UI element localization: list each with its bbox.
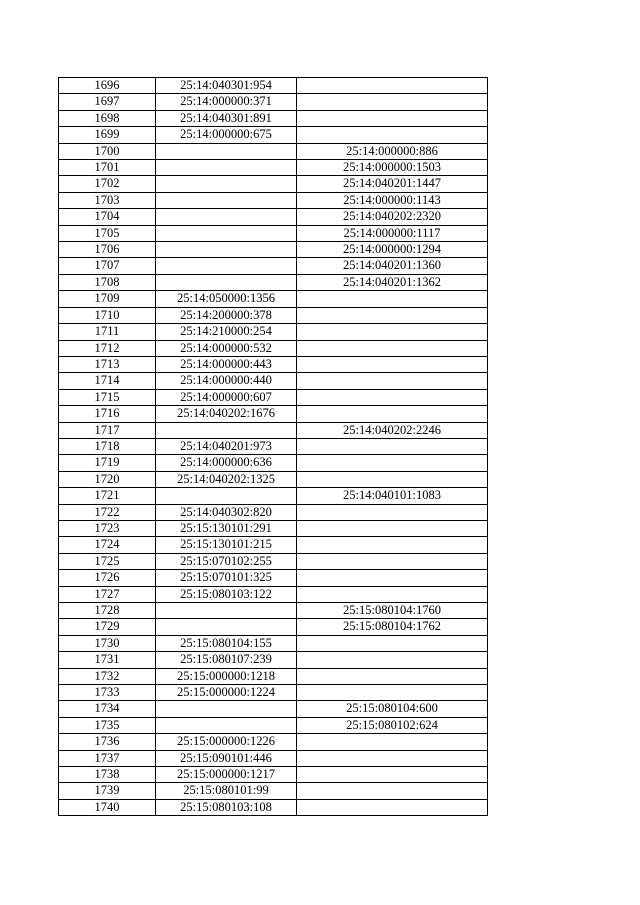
row-number-cell: 1718 [59, 438, 156, 454]
table-row [59, 307, 488, 323]
cadastral-number-cell-b [297, 570, 488, 586]
table-row [59, 504, 488, 520]
row-number-cell: 1729 [59, 619, 156, 635]
cadastral-number-cell-a: 25:14:000000:443 [156, 356, 297, 372]
cadastral-number-cell-b [297, 553, 488, 569]
table-row [59, 143, 488, 159]
cadastral-number-cell-a: 25:15:000000:1217 [156, 767, 297, 783]
cadastral-number-cell-a: 25:14:040302:820 [156, 504, 297, 520]
row-number-cell: 1714 [59, 373, 156, 389]
table-row [59, 340, 488, 356]
cadastral-number-cell-a: 25:14:000000:440 [156, 373, 297, 389]
cadastral-number-cell-b [297, 537, 488, 553]
cadastral-number-cell-b: 25:14:000000:1117 [297, 225, 488, 241]
table-row [59, 176, 488, 192]
cadastral-number-cell-b [297, 520, 488, 536]
row-number-cell: 1725 [59, 553, 156, 569]
cadastral-number-cell-b [297, 471, 488, 487]
cadastral-number-cell-a [156, 242, 297, 258]
table-row [59, 471, 488, 487]
table-row [59, 406, 488, 422]
cadastral-number-cell-a: 25:14:000000:371 [156, 94, 297, 110]
cadastral-number-cell-b: 25:15:080102:624 [297, 717, 488, 733]
table-row [59, 668, 488, 684]
cadastral-number-cell-b [297, 406, 488, 422]
table-row [59, 701, 488, 717]
cadastral-number-cell-a [156, 619, 297, 635]
cadastral-number-cell-b [297, 734, 488, 750]
cadastral-number-cell-b: 25:14:040101:1083 [297, 488, 488, 504]
cadastral-number-cell-a: 25:15:090101:446 [156, 750, 297, 766]
row-number-cell: 1731 [59, 652, 156, 668]
table-row [59, 717, 488, 733]
row-number-cell: 1696 [59, 78, 156, 94]
row-number-cell: 1740 [59, 799, 156, 815]
row-number-cell: 1721 [59, 488, 156, 504]
cadastral-number-cell-b: 25:14:000000:1143 [297, 192, 488, 208]
row-number-cell: 1736 [59, 734, 156, 750]
table-row [59, 389, 488, 405]
cadastral-number-cell-b [297, 356, 488, 372]
cadastral-number-cell-a: 25:14:000000:607 [156, 389, 297, 405]
cadastral-number-cell-b [297, 799, 488, 815]
cadastral-number-cell-b [297, 767, 488, 783]
table-row [59, 127, 488, 143]
cadastral-number-cell-b [297, 340, 488, 356]
cadastral-number-cell-a [156, 160, 297, 176]
table-row [59, 78, 488, 94]
row-number-cell: 1710 [59, 307, 156, 323]
cadastral-number-cell-a: 25:14:200000:378 [156, 307, 297, 323]
row-number-cell: 1707 [59, 258, 156, 274]
cadastral-number-cell-b [297, 668, 488, 684]
cadastral-number-cell-a [156, 258, 297, 274]
row-number-cell: 1706 [59, 242, 156, 258]
cadastral-number-cell-a [156, 603, 297, 619]
cadastral-number-cell-a [156, 701, 297, 717]
row-number-cell: 1739 [59, 783, 156, 799]
cadastral-number-cell-a [156, 143, 297, 159]
table-row [59, 192, 488, 208]
table-row [59, 110, 488, 126]
table-row [59, 324, 488, 340]
cadastral-number-cell-b [297, 324, 488, 340]
table-row [59, 160, 488, 176]
cadastral-number-table [58, 77, 488, 816]
cadastral-number-cell-b [297, 635, 488, 651]
cadastral-number-cell-a: 25:14:040202:1676 [156, 406, 297, 422]
cadastral-number-cell-b [297, 652, 488, 668]
row-number-cell: 1730 [59, 635, 156, 651]
row-number-cell: 1708 [59, 274, 156, 290]
row-number-cell: 1728 [59, 603, 156, 619]
cadastral-number-cell-b: 25:14:040202:2246 [297, 422, 488, 438]
cadastral-number-cell-b [297, 291, 488, 307]
cadastral-number-cell-a: 25:14:050000:1356 [156, 291, 297, 307]
table-row [59, 225, 488, 241]
row-number-cell: 1700 [59, 143, 156, 159]
row-number-cell: 1738 [59, 767, 156, 783]
table-row [59, 603, 488, 619]
row-number-cell: 1720 [59, 471, 156, 487]
cadastral-number-cell-a: 25:15:080103:122 [156, 586, 297, 602]
cadastral-number-cell-b: 25:15:080104:1762 [297, 619, 488, 635]
cadastral-number-cell-a [156, 192, 297, 208]
cadastral-number-cell-a: 25:14:000000:636 [156, 455, 297, 471]
cadastral-number-cell-a: 25:15:070102:255 [156, 553, 297, 569]
row-number-cell: 1697 [59, 94, 156, 110]
cadastral-number-cell-b [297, 307, 488, 323]
table-row [59, 455, 488, 471]
cadastral-number-cell-a [156, 488, 297, 504]
table-row [59, 373, 488, 389]
cadastral-number-cell-b [297, 373, 488, 389]
row-number-cell: 1705 [59, 225, 156, 241]
cadastral-number-cell-b [297, 438, 488, 454]
cadastral-number-cell-b: 25:14:000000:886 [297, 143, 488, 159]
table-body [59, 78, 488, 816]
row-number-cell: 1716 [59, 406, 156, 422]
cadastral-number-cell-a [156, 274, 297, 290]
table-row [59, 422, 488, 438]
table-row [59, 799, 488, 815]
cadastral-number-cell-a: 25:15:080103:108 [156, 799, 297, 815]
cadastral-number-cell-b: 25:14:000000:1294 [297, 242, 488, 258]
cadastral-number-cell-b: 25:14:040201:1360 [297, 258, 488, 274]
cadastral-number-cell-a: 25:15:080104:155 [156, 635, 297, 651]
table-row [59, 767, 488, 783]
cadastral-number-cell-b [297, 110, 488, 126]
table-row [59, 94, 488, 110]
table-row [59, 783, 488, 799]
table-row [59, 750, 488, 766]
cadastral-number-cell-a: 25:15:130101:215 [156, 537, 297, 553]
row-number-cell: 1698 [59, 110, 156, 126]
row-number-cell: 1703 [59, 192, 156, 208]
table-row [59, 242, 488, 258]
cadastral-number-cell-b [297, 750, 488, 766]
cadastral-number-cell-b [297, 504, 488, 520]
cadastral-number-cell-b: 25:14:040202:2320 [297, 209, 488, 225]
row-number-cell: 1726 [59, 570, 156, 586]
cadastral-number-cell-b [297, 455, 488, 471]
cadastral-number-cell-a: 25:15:070101:325 [156, 570, 297, 586]
cadastral-number-cell-b [297, 78, 488, 94]
row-number-cell: 1734 [59, 701, 156, 717]
table-row [59, 274, 488, 290]
row-number-cell: 1733 [59, 685, 156, 701]
cadastral-number-cell-a: 25:14:040202:1325 [156, 471, 297, 487]
cadastral-number-cell-a: 25:14:040301:891 [156, 110, 297, 126]
row-number-cell: 1712 [59, 340, 156, 356]
row-number-cell: 1732 [59, 668, 156, 684]
table-row [59, 635, 488, 651]
row-number-cell: 1709 [59, 291, 156, 307]
cadastral-number-cell-b [297, 783, 488, 799]
cadastral-number-cell-b: 25:15:080104:1760 [297, 603, 488, 619]
cadastral-number-cell-a: 25:15:000000:1218 [156, 668, 297, 684]
cadastral-number-cell-a: 25:14:210000:254 [156, 324, 297, 340]
table-row [59, 586, 488, 602]
cadastral-number-cell-b: 25:15:080104:600 [297, 701, 488, 717]
row-number-cell: 1713 [59, 356, 156, 372]
table-row [59, 291, 488, 307]
cadastral-number-cell-a: 25:14:000000:675 [156, 127, 297, 143]
row-number-cell: 1724 [59, 537, 156, 553]
table-row [59, 570, 488, 586]
table-row [59, 520, 488, 536]
table-row [59, 209, 488, 225]
row-number-cell: 1737 [59, 750, 156, 766]
cadastral-number-cell-a [156, 209, 297, 225]
row-number-cell: 1717 [59, 422, 156, 438]
cadastral-number-cell-a: 25:15:080107:239 [156, 652, 297, 668]
table-row [59, 537, 488, 553]
row-number-cell: 1715 [59, 389, 156, 405]
table-row [59, 685, 488, 701]
cadastral-number-cell-b [297, 389, 488, 405]
cadastral-number-cell-a: 25:15:080101:99 [156, 783, 297, 799]
table-row [59, 438, 488, 454]
cadastral-number-cell-a [156, 717, 297, 733]
cadastral-number-cell-a: 25:14:040201:973 [156, 438, 297, 454]
cadastral-number-cell-b: 25:14:000000:1503 [297, 160, 488, 176]
cadastral-number-cell-a [156, 422, 297, 438]
cadastral-number-cell-b [297, 127, 488, 143]
row-number-cell: 1719 [59, 455, 156, 471]
cadastral-number-cell-a: 25:14:000000:532 [156, 340, 297, 356]
table-row [59, 553, 488, 569]
row-number-cell: 1704 [59, 209, 156, 225]
table-row [59, 356, 488, 372]
cadastral-number-cell-b [297, 586, 488, 602]
cadastral-number-cell-a [156, 176, 297, 192]
row-number-cell: 1711 [59, 324, 156, 340]
cadastral-number-cell-b [297, 94, 488, 110]
row-number-cell: 1701 [59, 160, 156, 176]
row-number-cell: 1699 [59, 127, 156, 143]
row-number-cell: 1727 [59, 586, 156, 602]
row-number-cell: 1735 [59, 717, 156, 733]
cadastral-number-cell-b [297, 685, 488, 701]
table-row [59, 488, 488, 504]
cadastral-number-cell-a: 25:14:040301:954 [156, 78, 297, 94]
table-row [59, 652, 488, 668]
cadastral-number-cell-a [156, 225, 297, 241]
table-row [59, 734, 488, 750]
row-number-cell: 1722 [59, 504, 156, 520]
cadastral-number-cell-a: 25:15:000000:1226 [156, 734, 297, 750]
table-row [59, 619, 488, 635]
table-row [59, 258, 488, 274]
row-number-cell: 1702 [59, 176, 156, 192]
cadastral-number-cell-b: 25:14:040201:1362 [297, 274, 488, 290]
cadastral-number-cell-b: 25:14:040201:1447 [297, 176, 488, 192]
cadastral-number-cell-a: 25:15:130101:291 [156, 520, 297, 536]
cadastral-number-cell-a: 25:15:000000:1224 [156, 685, 297, 701]
row-number-cell: 1723 [59, 520, 156, 536]
